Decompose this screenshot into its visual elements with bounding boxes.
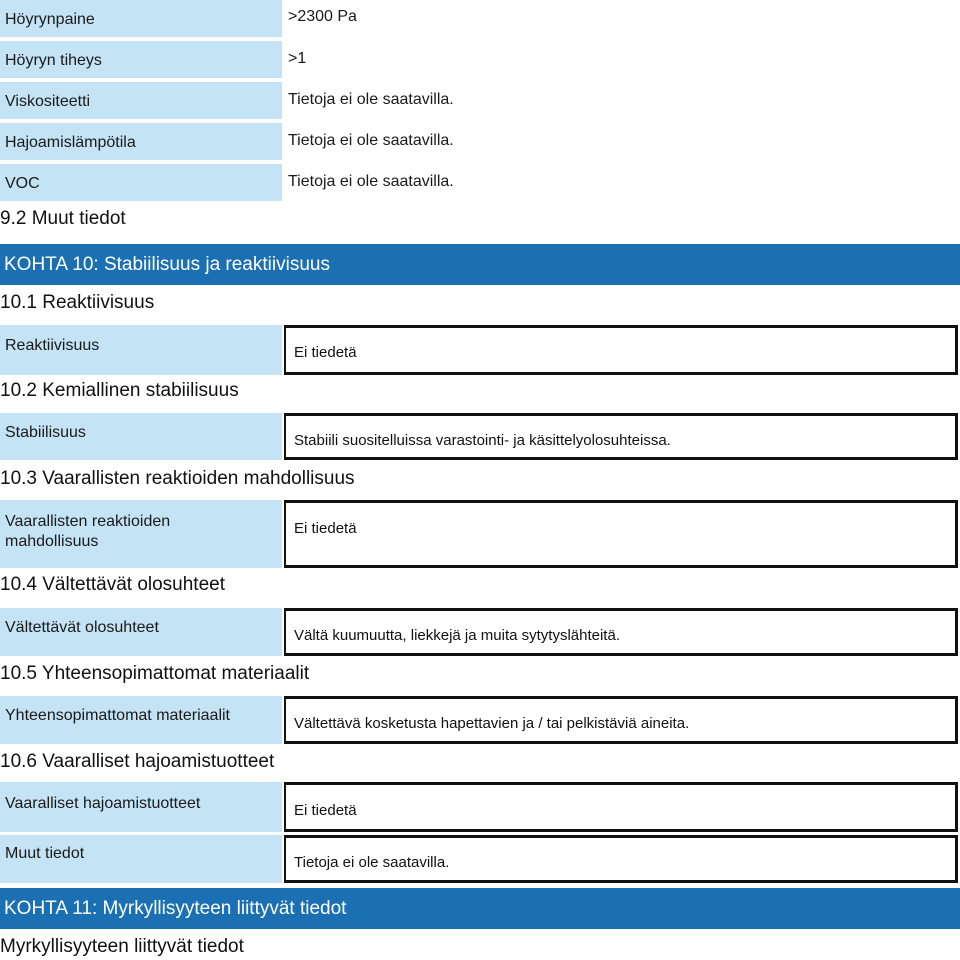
decomposition-products-label: Vaaralliset hajoamistuotteet [0, 782, 282, 832]
prop-value-decomposition-temp: Tietoja ei ole saatavilla. [288, 132, 454, 149]
stability-label: Stabiilisuus [0, 413, 282, 460]
prop-label-vapour-density: Höyryn tiheys [0, 41, 282, 78]
heading-10-1: 10.1 Reaktiivisuus [0, 292, 155, 313]
incompatible-materials-value: Vältettävä kosketusta hapettavien ja / tai pelkistäviä aineita. [284, 696, 958, 744]
reactivity-label: Reaktiivisuus [0, 325, 282, 375]
stability-value: Stabiili suositelluissa varastointi- ja käsittelyolosuhteissa. [284, 413, 958, 460]
conditions-to-avoid-label: Vältettävät olosuhteet [0, 608, 282, 656]
other-info-label: Muut tiedot [0, 835, 282, 883]
reactivity-value: Ei tiedetä [284, 325, 958, 375]
prop-label-vapour-pressure: Höyrynpaine [0, 0, 282, 37]
conditions-to-avoid-value: Vältä kuumuutta, liekkejä ja muita sytytyslähteitä. [284, 608, 958, 656]
hazardous-reactions-label: Vaarallisten reaktioiden mahdollisuus [0, 500, 282, 568]
section-11-banner: KOHTA 11: Myrkyllisyyteen liittyvät tiedot [0, 888, 960, 929]
prop-label-decomposition-temp: Hajoamislämpötila [0, 123, 282, 160]
prop-label-viscosity: Viskositeetti [0, 82, 282, 119]
heading-10-6: 10.6 Vaaralliset hajoamistuotteet [0, 751, 275, 772]
prop-value-vapour-pressure: >2300 Pa [288, 8, 357, 25]
heading-10-5: 10.5 Yhteensopimattomat materiaalit [0, 663, 310, 684]
prop-value-vapour-density: >1 [288, 50, 307, 67]
prop-value-voc: Tietoja ei ole saatavilla. [288, 173, 454, 190]
other-info-value: Tietoja ei ole saatavilla. [284, 835, 958, 883]
incompatible-materials-label: Yhteensopimattomat materiaalit [0, 696, 282, 744]
decomposition-products-value: Ei tiedetä [284, 782, 958, 832]
heading-10-4: 10.4 Vältettävät olosuhteet [0, 574, 225, 595]
toxicology-subheading: Myrkyllisyyteen liittyvät tiedot [0, 936, 244, 957]
section-9-2-heading: 9.2 Muut tiedot [0, 208, 126, 229]
hazardous-reactions-value: Ei tiedetä [284, 500, 958, 568]
prop-label-voc: VOC [0, 164, 282, 201]
prop-value-viscosity: Tietoja ei ole saatavilla. [288, 91, 454, 108]
heading-10-2: 10.2 Kemiallinen stabiilisuus [0, 380, 239, 401]
section-10-banner: KOHTA 10: Stabiilisuus ja reaktiivisuus [0, 244, 960, 285]
heading-10-3: 10.3 Vaarallisten reaktioiden mahdollisuus [0, 468, 355, 489]
